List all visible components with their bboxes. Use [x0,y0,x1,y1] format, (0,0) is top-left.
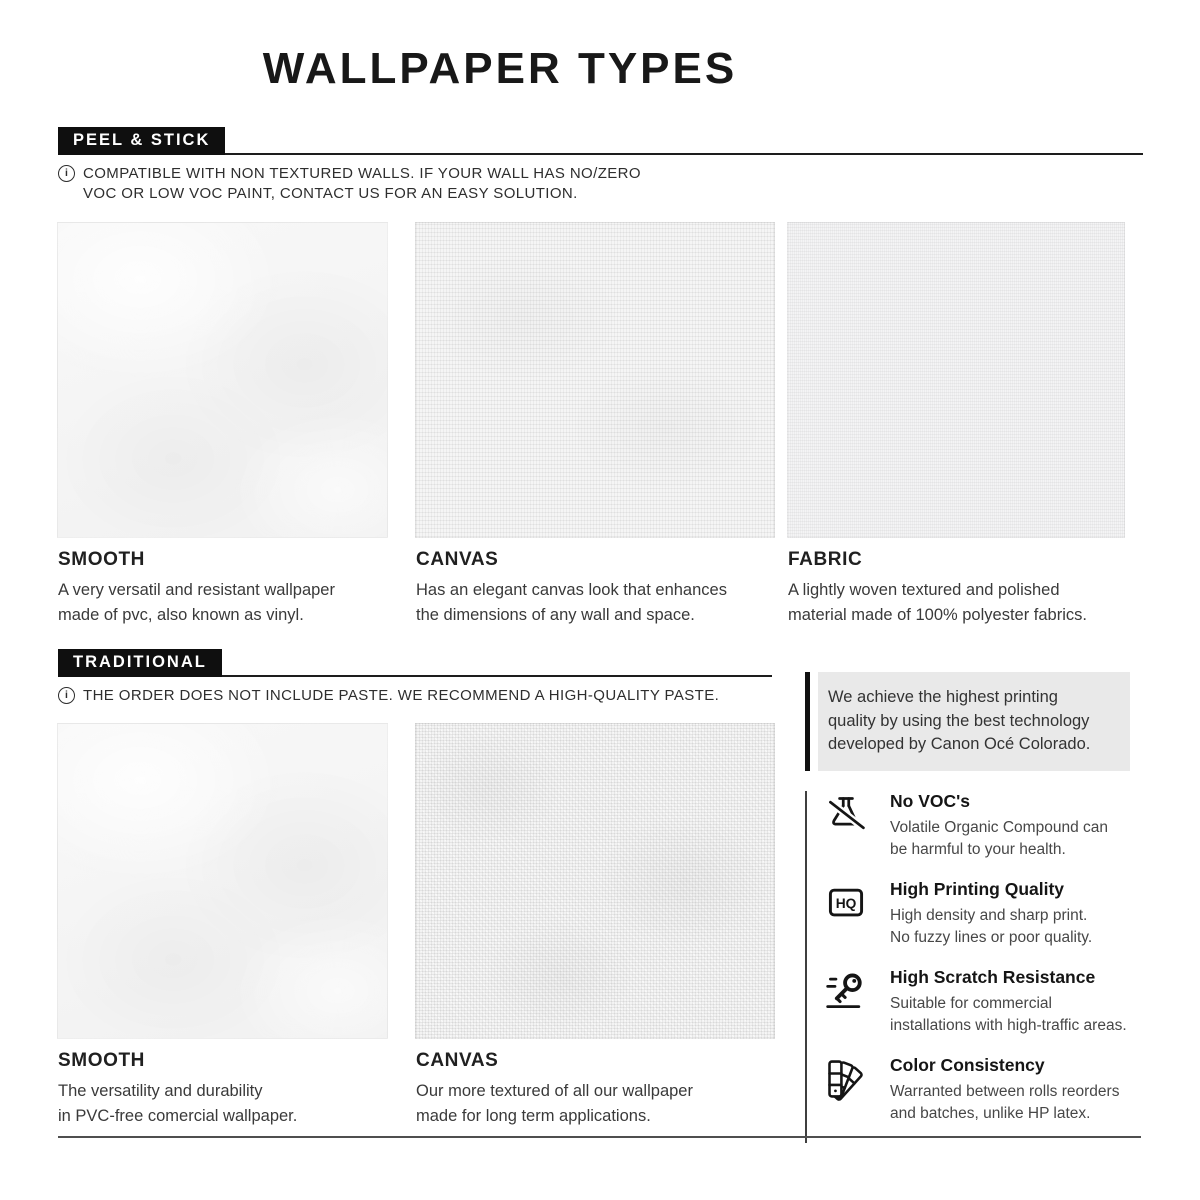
desc-line: the dimensions of any wall and space. [416,606,695,624]
fabric-texture-swatch [787,222,1125,538]
desc-line: Suitable for commercial [890,995,1052,1012]
feature-description [890,905,1092,948]
desc-line: Warranted between rolls reorders [890,1083,1120,1100]
desc-line: A very versatil and resistant wallpaper [58,581,335,599]
info-icon [58,165,75,182]
feature-text [890,1055,1119,1124]
no-voc-flask-icon [824,793,870,860]
swatch-card-smooth-peel [57,222,388,628]
note-text [83,164,641,203]
quote-line: quality by using the best technology [828,711,1090,730]
hq-badge-icon [824,881,870,948]
bottom-divider [58,1136,1141,1138]
feature-title: No VOC's [890,791,971,811]
swatch-label: CANVAS [416,549,499,570]
swatch-description [788,578,1125,628]
scratch-key-icon [824,969,870,1036]
feature-text [890,879,1092,948]
desc-line: A lightly woven textured and polished [788,581,1060,599]
traditional-badge: TRADITIONAL [58,649,222,677]
feature-title: High Printing Quality [890,879,1065,899]
swatch-card-fabric-peel [787,222,1125,628]
canvas-texture-swatch [415,222,775,538]
swatch-description [416,1079,775,1129]
traditional-note [58,686,719,706]
desc-line: material made of 100% polyester fabrics. [788,606,1087,624]
desc-line: The versatility and durability [58,1082,263,1100]
page-title: WALLPAPER TYPES [262,44,738,93]
swatch-card-canvas-traditional [415,723,775,1129]
desc-line: Our more textured of all our wallpaper [416,1082,693,1100]
swatch-label: SMOOTH [58,1050,145,1071]
desc-line: installations with high-traffic areas. [890,1016,1127,1034]
swatch-card-smooth-traditional [57,723,388,1129]
quote-accent-bar [805,672,810,771]
feature-description [890,993,1127,1036]
desc-line: made of pvc, also known as vinyl. [58,606,304,624]
swatch-description [58,1079,388,1129]
section-rule [222,675,772,677]
feature-title: High Scratch Resistance [890,967,1096,987]
smooth-texture-swatch [57,222,388,538]
feature-high-printing-quality [807,879,1152,948]
desc-line: in PVC-free comercial wallpaper. [58,1107,298,1125]
note-text [83,686,719,706]
smooth-texture-swatch [57,723,388,1039]
desc-line: No fuzzy lines or poor quality. [890,928,1093,946]
swatch-label: CANVAS [416,1050,499,1071]
feature-text [890,791,1108,860]
swatch-description [58,578,388,628]
peel-stick-note [58,164,641,203]
feature-title: Color Consistency [890,1055,1045,1075]
feature-high-scratch-resistance [807,967,1152,1036]
printing-quality-quote [805,672,1130,771]
feature-no-vocs [807,791,1152,860]
feature-color-consistency [807,1055,1152,1124]
desc-line: Volatile Organic Compound can [890,819,1108,836]
feature-description [890,1081,1119,1124]
info-icon [58,687,75,704]
note-line: COMPATIBLE WITH NON TEXTURED WALLS. IF YOUR WALL HAS NO/ZERO [83,165,641,182]
desc-line: be harmful to your health. [890,840,1066,858]
note-line: VOC OR LOW VOC PAINT, CONTACT US FOR AN EASY SOLUTION. [83,184,578,202]
info-glyph: i [65,689,68,702]
desc-line: High density and sharp print. [890,907,1088,924]
desc-line: made for long term applications. [416,1107,651,1125]
section-head-traditional [58,649,772,677]
note-line: THE ORDER DOES NOT INCLUDE PASTE. WE RECOMMEND A HIGH-QUALITY PASTE. [83,687,720,704]
peel-stick-badge: PEEL & STICK [58,127,225,155]
hq-glyph: HQ [835,896,857,912]
swatch-card-canvas-peel [415,222,775,628]
swatch-label: FABRIC [788,549,863,570]
swatch-label: SMOOTH [58,549,145,570]
desc-line: and batches, unlike HP latex. [890,1104,1091,1122]
quote-line: developed by Canon Océ Colorado. [828,735,1091,753]
quote-line: We achieve the highest printing [828,688,1058,706]
section-head-peel-stick [58,127,1143,155]
feature-text [890,967,1127,1036]
color-fan-icon [824,1057,870,1124]
rough-canvas-texture-swatch [415,723,775,1039]
section-rule [225,153,1143,155]
swatch-description [416,578,775,628]
desc-line: Has an elegant canvas look that enhances [416,581,727,599]
feature-description [890,817,1108,860]
quote-text-box [818,672,1130,771]
features-list [805,791,1152,1143]
info-glyph: i [65,167,68,180]
